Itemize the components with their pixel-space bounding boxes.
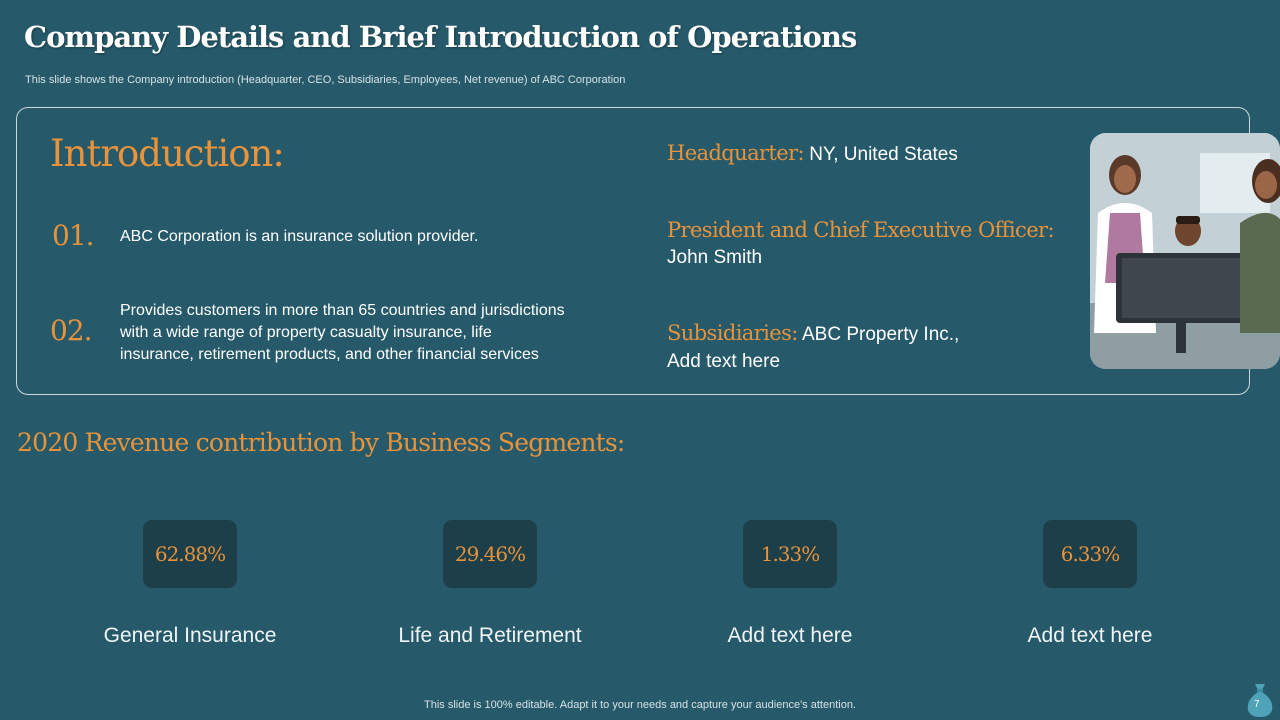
- team-photo-illustration: [1090, 133, 1280, 369]
- item-text-02-line-2: with a wide range of property casualty insurance, life: [120, 324, 492, 341]
- ceo-label: President and Chief Executive Officer:: [667, 218, 1054, 242]
- subsidiaries-fact: [667, 320, 1077, 375]
- item-text-01: ABC Corporation is an insurance solution provider.: [120, 228, 479, 245]
- ceo-value: John Smith: [667, 247, 763, 268]
- slide-subtitle: This slide shows the Company introduction (Headquarter, CEO, Subsidiaries, Employees, Net revenue) of ABC Corporation: [25, 74, 626, 86]
- segment-life-retirement: [360, 520, 620, 648]
- slide-title: Company Details and Brief Introduction of Operations: [24, 20, 857, 54]
- item-text-02-line-3: insurance, retirement products, and other financial services: [120, 346, 539, 363]
- segment-label: Life and Retirement: [398, 624, 582, 647]
- headquarter-fact: [667, 140, 1077, 168]
- segment-label: General Insurance: [103, 624, 277, 647]
- headquarter-value: NY, United States: [809, 144, 958, 165]
- page-number: 7: [1254, 699, 1260, 710]
- money-bag-icon: [1244, 678, 1276, 718]
- item-text-02: [120, 300, 620, 366]
- subsidiaries-value-2: Add text here: [667, 351, 781, 372]
- subsidiaries-value: ABC Property Inc.,: [802, 324, 960, 345]
- segment-percent: 62.88%: [143, 520, 237, 588]
- team-photo: [1090, 133, 1280, 369]
- segment-percent: 6.33%: [1043, 520, 1137, 588]
- item-number-02: 02.: [50, 314, 92, 347]
- segment-percent: 29.46%: [443, 520, 537, 588]
- segment-label: Add text here: [727, 624, 853, 647]
- segment-general-insurance: [60, 520, 320, 648]
- item-number-01: 01.: [52, 219, 94, 252]
- item-text-02-line-1: Provides customers in more than 65 countries and jurisdictions: [120, 302, 565, 319]
- headquarter-label: Headquarter:: [667, 141, 805, 165]
- segment-percent: 1.33%: [743, 520, 837, 588]
- segment-third: [660, 520, 920, 648]
- segment-label: Add text here: [1027, 624, 1153, 647]
- slide-footer: This slide is 100% editable. Adapt it to your needs and capture your audience's attention.: [424, 699, 856, 711]
- subsidiaries-label: Subsidiaries:: [667, 321, 798, 345]
- segment-fourth: [960, 520, 1220, 648]
- ceo-fact: [667, 217, 1077, 271]
- revenue-heading: 2020 Revenue contribution by Business Segments:: [17, 428, 625, 457]
- introduction-heading: Introduction:: [50, 132, 284, 175]
